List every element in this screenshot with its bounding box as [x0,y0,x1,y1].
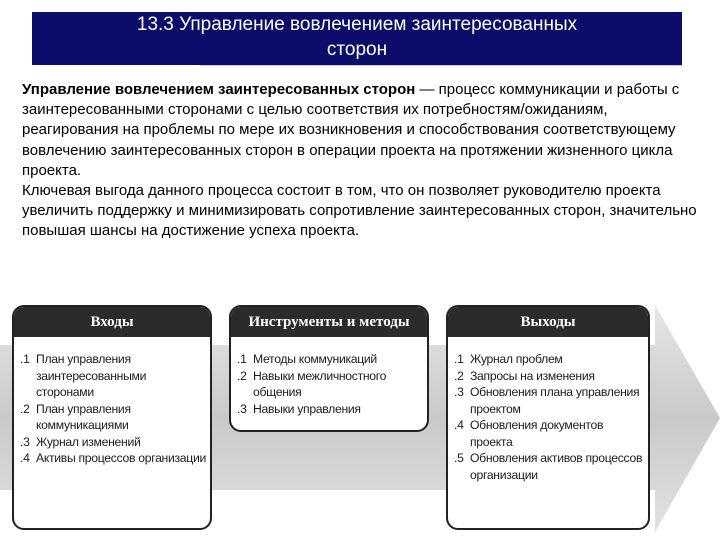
tools-list [231,337,427,417]
tools-box [229,305,429,432]
inputs-box [12,305,212,530]
list-item [237,401,423,418]
item-text: Обновления активов процессов организации [470,451,643,482]
inputs-header: Входы [14,307,210,337]
item-number: .4 [454,418,464,432]
title-underline [32,65,200,66]
outputs-list [448,337,648,483]
outputs-header: Выходы [448,307,648,337]
list-item [20,401,206,434]
item-text: Запросы на изменения [470,368,595,383]
item-number: .4 [20,451,30,465]
list-item [237,368,423,401]
slide-title [32,12,682,66]
list-item [237,351,423,368]
intro-paragraph-2: Ключевая выгода данного процесса состоит в том, что он позволяет руководителю проекта увеличить поддержку и минимизировать сопротивление заинтересованных сторон, значительно повышая шансы на достижение успеха проекта. [22,182,697,240]
item-text: План управления заинтересованными сторонами [36,352,147,399]
list-item [454,351,644,368]
inputs-list [14,337,210,467]
item-text: Методы коммуникаций [253,352,377,366]
intro-term: Управление вовлечением заинтересованных сторон [22,81,416,98]
intro-paragraph-1 [22,80,707,181]
slide-title-line-1: 13.3 Управление вовлечением заинтересованных [136,14,578,35]
title-rule [200,65,682,66]
item-number: .1 [237,352,247,366]
item-number: .1 [20,352,30,366]
intro-text [22,80,707,242]
item-text: Журнал изменений [36,434,141,449]
list-item [20,434,206,451]
item-number: .3 [454,385,464,399]
item-number: .2 [237,368,247,383]
item-text: Навыки управления [253,401,361,416]
item-number: .2 [454,368,464,383]
list-item [454,450,644,483]
list-item [20,450,206,467]
item-number: .3 [237,401,247,416]
list-item [20,351,206,401]
item-number: .1 [454,352,464,366]
item-text: Обновления документов проекта [470,418,604,449]
process-diagram [0,300,720,540]
item-number: .2 [20,401,30,416]
slide-title-line-2: сторон [326,39,388,60]
list-item [454,384,644,417]
item-text: Обновления плана управления проектом [470,385,640,416]
list-item [454,368,644,385]
item-number: .3 [20,434,30,449]
intro-definition: — процесс коммуникации и работы с заинтересованными сторонами с целью соответствия их потребностям/ожиданиям, реагирования на проблемы по мере их возникновения и способствования соответствующему вовлечению заинтересованных сторон в операции проекта на протяжении жизненного цикла проекта. [22,81,680,179]
item-text: Активы процессов организации [36,451,206,465]
item-text: План управления коммуникациями [36,401,131,432]
list-item [454,417,644,450]
item-text: Навыки межличностного общения [253,368,387,399]
outputs-box [446,305,650,530]
item-text: Журнал проблем [470,352,563,366]
item-number: .5 [454,451,464,465]
tools-header: Инструменты и методы [231,307,427,337]
